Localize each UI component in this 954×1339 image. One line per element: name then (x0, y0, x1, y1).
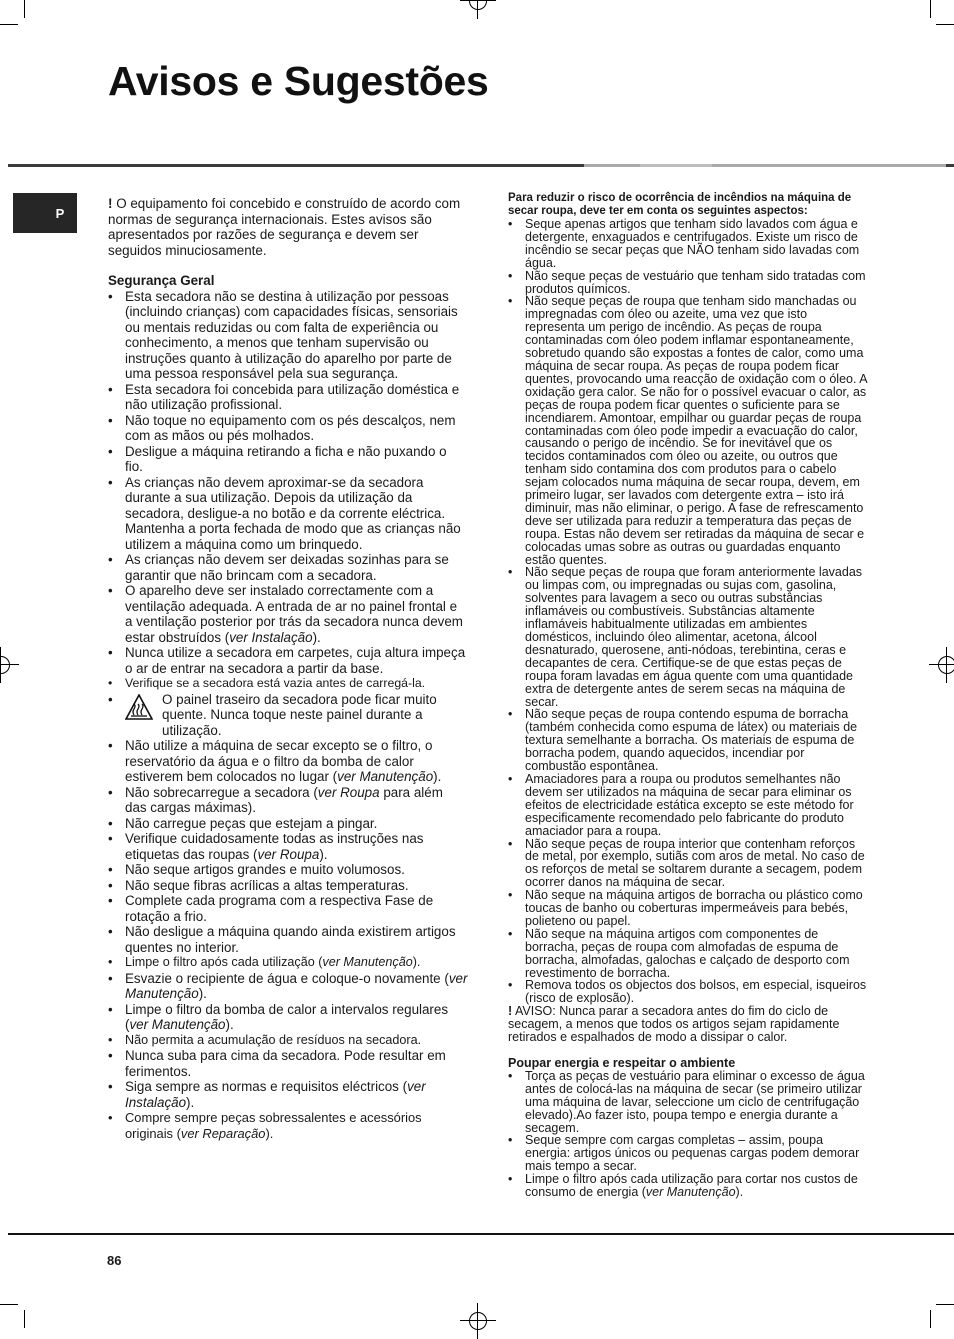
hot-surface-warning-icon (125, 694, 153, 720)
header-rule-end (946, 164, 954, 167)
list-item: • Não seque na máquina artigos de borracha ou plástico como toucas de banho ou coberturas impermeáveis para bebés, polieteno ou papel. (508, 889, 868, 928)
registration-mark-icon (469, 0, 487, 10)
list-item: • Desligue a máquina retirando a ficha e não puxando o fio. (108, 444, 468, 475)
header-rule-dark (8, 164, 584, 167)
crop-mark (24, 0, 25, 18)
list-item: • Não seque peças de roupa que tenham sido manchadas ou impregnadas com óleo ou azeite, uma vez que isto representa um perigo de incêndio. As peças de roupa contaminadas com óleo podem inflamar espontaneamente, sobretudo quando são expostas a fontes de calor, como uma máquina de secar roupa. As peças de roupa podem ficar quentes, provocando uma reacção de oxidação com o óleo. A oxidação gera calor. Se não for o possível evacuar o calor, as peças de roupa podem ficar quentes o suficiente para se incendiarem. Amontoar, empilhar ou guardar peças de roupa contaminadas com óleo pode impedir a evacuação do calor, causando o perigo de incêndio. Se for inevitável que os tecidos contaminados com óleo ou azeite, ou outros que tenham sido contamina dos com produtos para o cabelo sejam colocados numa máquina de secar roupa, devem, em primeiro lugar, ser lavados com detergente extra – isto irá diminuir, mas não eliminar, o perigo. A fase de refrescamento deve ser utilizada para reduzir a temperatura das peças de roupa. Estas não devem ser retiradas da máquina de secar e colocadas umas sobre as outras ou guardadas enquanto estão quentes. (508, 295, 868, 566)
list-item: • Não seque peças de roupa contendo espuma de borracha (também conhecida como espuma de látex) ou materiais de textura semelhante a borracha. Os materiais de espuma de borracha podem, quando aquecidos, incendiar por combustão espontânea. (508, 708, 868, 773)
crop-mark (0, 1304, 18, 1305)
list-item: • Esvazie o recipiente de água e coloque-o novamente (ver Manutenção). (108, 971, 468, 1002)
list-item: • Não sobrecarregue a secadora (ver Roupa para além das cargas máximas). (108, 785, 468, 816)
general-safety-list (108, 289, 468, 1142)
list-item: • As crianças não devem ser deixadas sozinhas para se garantir que não brincam com a secadora. (108, 552, 468, 583)
section-title-general-safety: Segurança Geral (108, 273, 215, 288)
list-item: • Esta secadora não se destina à utilização por pessoas (incluindo crianças) com capacidades físicas, sensoriais ou mentais reduzidas ou com falta de experiência ou conhecimento, a menos que tenham supervisão ou instruções quanto à utilização do aparelho por parte de uma pessoa responsável pela sua segurança. (108, 289, 468, 382)
cross-reference: ver Manutenção (337, 769, 434, 784)
crop-mark (930, 1310, 931, 1328)
list-item: • Seque sempre com cargas completas – assim, poupa energia: artigos únicos ou pequenas cargas podem demorar mais tempo a secar. (508, 1134, 868, 1173)
exclamation-icon: ! (108, 196, 113, 211)
list-item: • Limpe o filtro da bomba de calor a intervalos regulares (ver Manutenção). (108, 1002, 468, 1033)
registration-mark-icon (0, 656, 10, 674)
crop-mark (24, 1310, 25, 1328)
language-tab-label: P (55, 205, 65, 221)
list-item: • Não utilize a máquina de secar excepto se o filtro, o reservatório da água e o filtro da bomba de calor estiverem bem colocados no lugar (ver Manutenção). (108, 738, 468, 785)
fire-risk-list (508, 218, 868, 1005)
intro-text: O equipamento foi concebido e construído de acordo com normas de segurança internacionais. Estes avisos são apresentados por razões de segurança e devem ser seguidos minuciosamente. (108, 196, 461, 258)
cross-reference: ver Instalação (125, 1079, 426, 1110)
registration-mark-icon (938, 656, 954, 674)
list-item: • Seque apenas artigos que tenham sido lavados com água e detergente, enxaguados e centrifugados. Existe um risco de incêndio se secar peças que NÃO tenham sido lavadas com água. (508, 218, 868, 270)
page-number: 86 (107, 1253, 122, 1268)
list-item: • Não seque peças de roupa interior que contenham reforços de metal, por exemplo, sutiãs com aros de metal. No caso de os reforços de metal se soltarem durante a secagem, podem ocorrer danos na máquina de secar. (508, 838, 868, 890)
cross-reference: ver Instalação (229, 629, 313, 645)
list-item: • Remova todos os objectos dos bolsos, em especial, isqueiros (risco de explosão). (508, 979, 868, 1005)
intro-paragraph (108, 196, 468, 258)
list-item: • Esta secadora foi concebida para utilização doméstica e não utilização profissional. (108, 382, 468, 413)
list-item: • Verifique cuidadosamente todas as instruções nas etiquetas das roupas (ver Roupa). (108, 831, 468, 862)
page-title: Avisos e Sugestões (108, 58, 489, 104)
cross-reference: ver Manutenção (322, 955, 413, 969)
crop-mark (936, 24, 954, 25)
fire-risk-heading: Para reduzir o risco de ocorrência de incêndios na máquina de secar roupa, deve ter em conta os seguintes aspectos: (508, 192, 852, 217)
header-rule-light (584, 164, 640, 167)
energy-list (508, 1070, 868, 1199)
section-title-energy: Poupar energia e respeitar o ambiente (508, 1056, 736, 1070)
list-item: • Não seque artigos grandes e muito volumosos. (108, 862, 468, 878)
list-item-hot-panel: • O painel traseiro da secadora pode ficar muito quente. Nunca toque neste painel durante a utilização. (108, 692, 468, 739)
warning-paragraph: ! AVISO: Nunca parar a secadora antes do fim do ciclo de secagem, a menos que todos os artigos sejam rapidamente retirados e espalhados de modo a dissipar o calor. (508, 1004, 840, 1045)
list-item: • Não seque na máquina artigos com componentes de borracha, peças de roupa com almofadas de espuma de borracha, almofadas, galochas e calçado de desporto com revestimento de borracha. (508, 928, 868, 980)
cross-reference: ver Manutenção (645, 1185, 736, 1200)
list-item: • Não seque fibras acrílicas a altas temperaturas. (108, 878, 468, 894)
cross-reference: ver Manutenção (129, 1017, 226, 1032)
cross-reference: ver Reparação (180, 1125, 266, 1141)
list-item: • Não seque peças de vestuário que tenham sido tratadas com produtos químicos. (508, 270, 868, 296)
registration-mark-icon (469, 1312, 487, 1330)
list-item: • Verifique se a secadora está vazia antes de carregá-la. (108, 676, 468, 692)
crop-mark (930, 0, 931, 18)
list-item: • Não toque no equipamento com os pés descalços, nem com as mãos ou pés molhados. (108, 413, 468, 444)
list-item: • Limpe o filtro após cada utilização (ver Manutenção). (108, 955, 468, 971)
list-item: • Nunca suba para cima da secadora. Pode resultar em ferimentos. (108, 1048, 468, 1079)
list-item: • Torça as peças de vestuário para eliminar o excesso de água antes de colocá-las na máquina de secar (se primeiro utilizar uma máquina de lavar, seleccione um ciclo de centrifugação elevado).Ao fazer isto, poupa tempo e energia durante a secagem. (508, 1070, 868, 1135)
cross-reference: ver Roupa (257, 846, 320, 862)
list-item: • Limpe o filtro após cada utilização para cortar nos custos de consumo de energia (ver Manutenção). (508, 1173, 868, 1199)
list-item: • Não seque peças de roupa que foram anteriormente lavadas ou limpas com, ou impregnadas ou sujas com, gasolina, solventes para lavagem a seco ou outras substâncias inflamáveis ou combustíveis. Substâncias altamente inflamáveis habitualmente utilizadas em ambientes domésticos, incluindo óleo alimentar, acetona, álcool desnaturado, querosene, anti-nódoas, terebintina, ceras e decapantes de cera. Certifique-se de que estas peças de roupa foram lavadas em água quente com uma quantidade extra de detergente antes de serem secas na máquina de secar. (508, 566, 868, 708)
list-item: • Não carregue peças que estejam a pingar. (108, 816, 468, 832)
list-item: • Siga sempre as normas e requisitos eléctricos (ver Instalação). (108, 1079, 468, 1110)
cross-reference: ver Manutenção (125, 970, 468, 1001)
list-item: • Amaciadores para a roupa ou produtos semelhantes não devem ser utilizados na máquina de secar para eliminar os efeitos de electricidade estática excepto se este método for especificamente recomendado pelo fabricante do produto amaciador para a roupa. (508, 773, 868, 838)
list-item: • Não desligue a máquina quando ainda existirem artigos quentes no interior. (108, 924, 468, 955)
language-tab (13, 193, 77, 233)
list-item: • Compre sempre peças sobressalentes e acessórios originais (ver Reparação). (108, 1110, 468, 1141)
list-item: • Não permita a acumulação de resíduos na secadora. (108, 1033, 468, 1049)
list-item: • O aparelho deve ser instalado correctamente com a ventilação adequada. A entrada de ar no painel frontal e a ventilação posterior por trás da secadora nunca devem estar obstruídos (ver Instalação). (108, 583, 468, 645)
list-item: • Nunca utilize a secadora em carpetes, cuja altura impeça o ar de entrar na secadora a partir da base. (108, 645, 468, 676)
cross-reference: ver Roupa (317, 784, 380, 800)
header-rule-light (640, 164, 712, 167)
right-column (508, 192, 868, 1199)
left-column (108, 196, 468, 1141)
crop-mark (0, 24, 18, 25)
exclamation-icon: ! (508, 1004, 513, 1019)
crop-mark (936, 1304, 954, 1305)
list-item: • Complete cada programa com a respectiva Fase de rotação a frio. (108, 893, 468, 924)
list-item: • As crianças não devem aproximar-se da secadora durante a sua utilização. Depois da utilização da secadora, desligue-a no botão e da corrente eléctrica. Mantenha a porta fechada de modo que as crianças não utilizem a máquina como um brinquedo. (108, 475, 468, 553)
footer-rule (8, 1233, 954, 1235)
header-rule-light (712, 164, 946, 167)
